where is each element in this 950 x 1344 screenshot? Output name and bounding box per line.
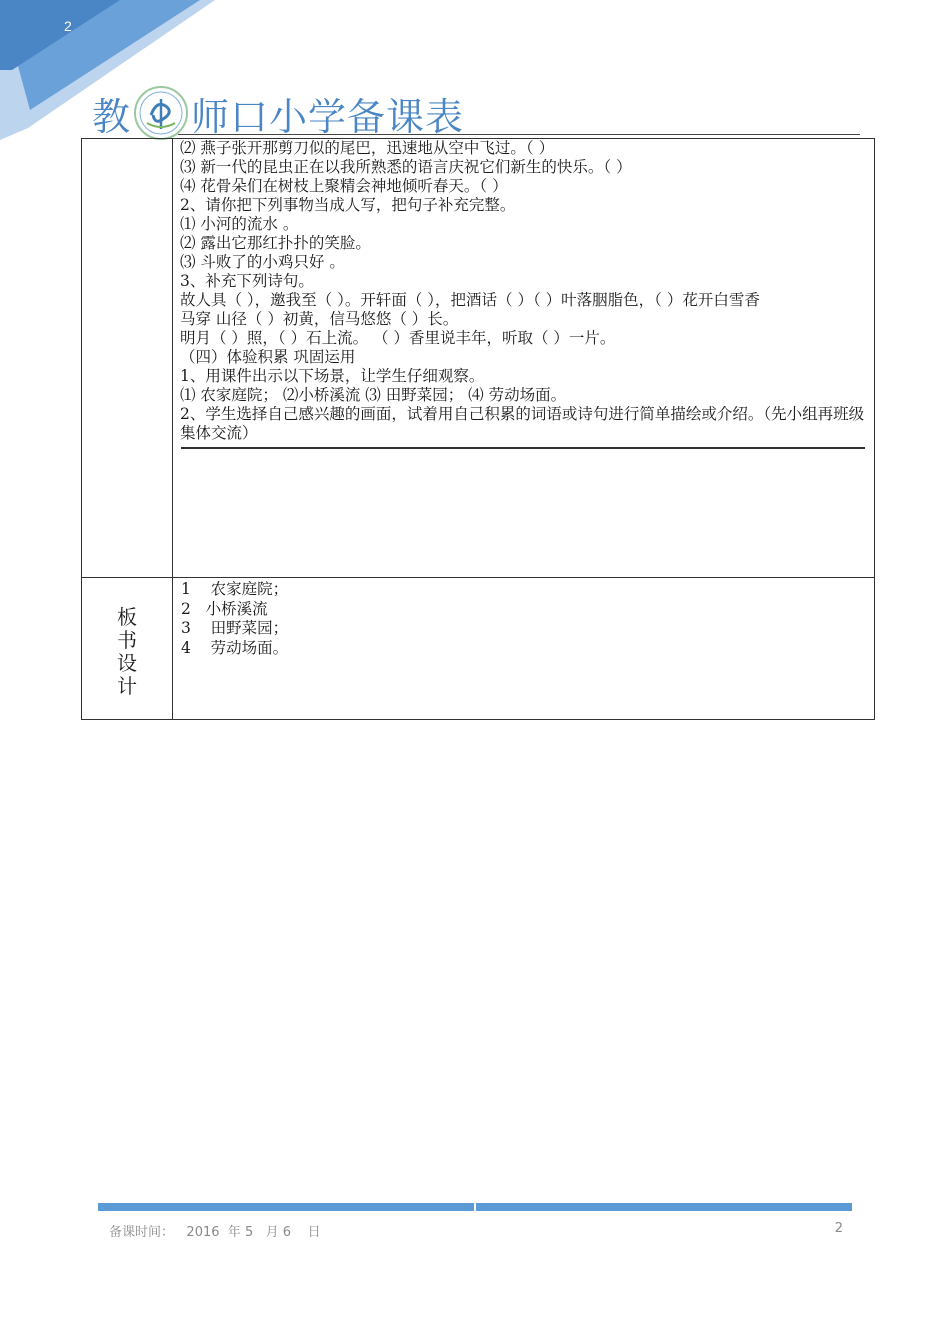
content-line: 马穿 山径（ ）初黄，信马悠悠（ ）长。 — [180, 310, 459, 328]
board-item: 4 劳动场面。 — [181, 638, 289, 657]
school-seal-logo-icon — [133, 85, 189, 141]
content-line: 2、请你把下列事物当成人写，把句子补充完整。 — [180, 196, 516, 214]
header-rule — [178, 134, 860, 135]
content-line: ⑶ 斗败了的小鸡只好 。 — [180, 253, 345, 271]
prep-month: 5 — [244, 1225, 254, 1240]
content-line: ⑶ 新一代的昆虫正在以我所熟悉的语言庆祝它们新生的快乐。（ ） — [180, 158, 632, 176]
content-line: ⑴ 小河的流水 。 — [180, 215, 299, 233]
prep-date — [109, 1221, 321, 1240]
content-line: 故人具（ ），邀我至（ ）。开轩面（ ），把酒话（ ）（ ）叶落胭脂色，（ ）花开白雪香 — [180, 291, 760, 309]
board-item: 2 小桥溪流 — [181, 599, 268, 618]
teaching-content-cell — [173, 139, 875, 578]
prep-year: 2016 — [186, 1225, 220, 1240]
board-design-cell — [173, 578, 875, 720]
prep-day-unit: 日 — [307, 1225, 321, 1240]
lesson-plan-table — [81, 138, 875, 720]
content-line: 3、补充下列诗句。 — [180, 272, 314, 290]
content-line: 明月（ ）照，（ ）石上流。 （ ）香里说丰年，听取（ ）一片。 — [180, 329, 616, 347]
content-line: ⑵ 燕子张开那剪刀似的尾巴，迅速地从空中飞过。（ ） — [180, 139, 555, 157]
teaching-process-row — [82, 139, 875, 578]
empty-label-cell — [82, 139, 173, 578]
content-divider — [181, 447, 865, 449]
footer-bar — [98, 1203, 852, 1211]
board-design-list — [173, 578, 874, 660]
content-line: ⑴ 农家庭院； ⑵小桥溪流 ⑶ 田野菜园； ⑷ 劳动场面。 — [180, 386, 567, 404]
content-line: 2、学生选择自己感兴趣的画面，试着用自己积累的词语或诗句进行简单描绘或介绍。（先小组再班级集体交流） — [180, 405, 865, 442]
prep-month-unit: 月 — [265, 1225, 279, 1240]
prep-day: 6 — [282, 1225, 292, 1240]
prep-year-unit: 年 — [227, 1225, 241, 1240]
title-first-char: 教 — [92, 94, 132, 139]
footer-page-number: 2 — [834, 1221, 843, 1236]
content-line: 1、用课件出示以下场景，让学生仔细观察。 — [180, 367, 485, 385]
board-design-row — [82, 578, 875, 720]
board-design-label-cell — [82, 578, 173, 720]
content-line: （四）体验积累 巩固运用 — [180, 348, 356, 366]
board-item: 3 田野菜园； — [181, 619, 289, 637]
content-line: ⑵ 露出它那红扑扑的笑脸。 — [180, 234, 371, 252]
footer-bar-left — [98, 1203, 474, 1211]
board-item: 1 农家庭院； — [181, 580, 289, 598]
header-page-number: 2 — [64, 18, 72, 34]
page-title — [92, 88, 464, 138]
board-design-label: 板书设计 — [117, 604, 137, 698]
content-line: ⑷ 花骨朵们在树枝上聚精会神地倾听春天。（ ） — [180, 177, 508, 195]
prep-date-label: 备课时间： — [109, 1225, 175, 1240]
footer-bar-right — [476, 1203, 852, 1211]
teaching-content — [173, 139, 874, 449]
title-rest: 师口小学备课表 — [191, 94, 465, 139]
